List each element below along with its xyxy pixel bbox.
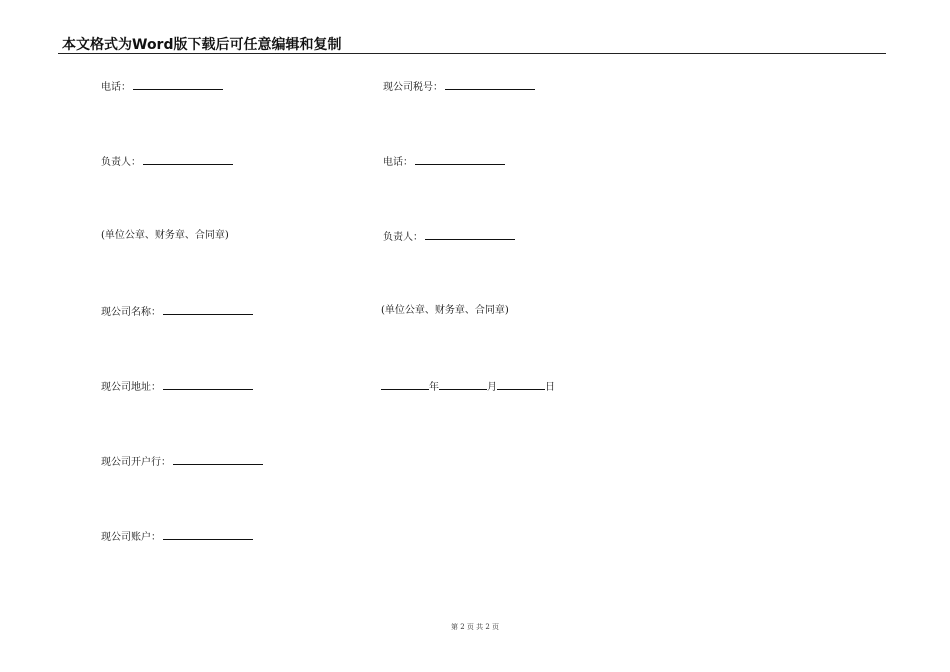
left-seal-note: (单位公章、财务章、合同章)	[101, 230, 229, 241]
header-divider	[58, 53, 886, 54]
year-blank[interactable]	[381, 379, 429, 390]
company-address-field	[101, 379, 253, 395]
page-number: 第 2 页 共 2 页	[450, 623, 500, 631]
company-account-blank[interactable]	[163, 529, 253, 540]
tax-number-label: 现公司税号：	[383, 82, 443, 93]
left-phone-field	[101, 79, 223, 95]
left-phone-label: 电话：	[101, 82, 131, 93]
right-seal-note: (单位公章、财务章、合同章)	[381, 305, 509, 316]
left-person-label: 负责人：	[101, 157, 141, 168]
day-label: 日	[545, 382, 555, 393]
tax-number-blank[interactable]	[445, 79, 535, 90]
company-name-label: 现公司名称：	[101, 307, 161, 318]
right-person-field	[383, 229, 515, 245]
right-person-label: 负责人：	[383, 232, 423, 243]
right-person-blank[interactable]	[425, 229, 515, 240]
company-name-blank[interactable]	[163, 304, 253, 315]
company-address-label: 现公司地址：	[101, 382, 161, 393]
day-blank[interactable]	[497, 379, 545, 390]
month-label: 月	[487, 382, 497, 393]
company-account-field	[101, 529, 253, 545]
company-bank-label: 现公司开户行：	[101, 457, 171, 468]
date-field	[381, 379, 555, 395]
header-title: 本文格式为Word版下载后可任意编辑和复制	[62, 37, 342, 53]
right-phone-field	[383, 154, 505, 170]
year-label: 年	[429, 382, 439, 393]
left-phone-blank[interactable]	[133, 79, 223, 90]
month-blank[interactable]	[439, 379, 487, 390]
company-bank-blank[interactable]	[173, 454, 263, 465]
company-account-label: 现公司账户：	[101, 532, 161, 543]
right-phone-blank[interactable]	[415, 154, 505, 165]
right-phone-label: 电话：	[383, 157, 413, 168]
tax-number-field	[383, 79, 535, 95]
left-person-blank[interactable]	[143, 154, 233, 165]
company-name-field	[101, 304, 253, 320]
company-address-blank[interactable]	[163, 379, 253, 390]
left-person-field	[101, 154, 233, 170]
company-bank-field	[101, 454, 263, 470]
